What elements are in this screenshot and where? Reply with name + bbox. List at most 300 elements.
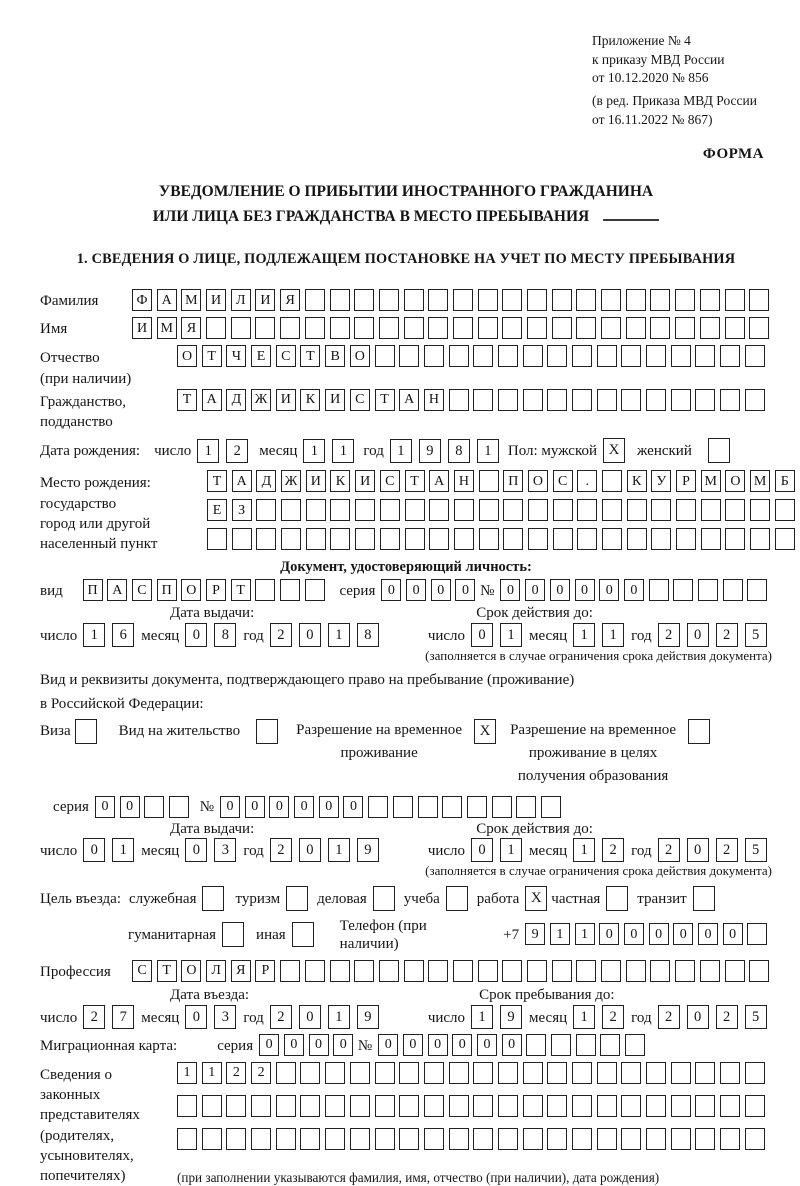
char-cell[interactable]: [671, 1128, 691, 1150]
char-cell[interactable]: 0: [599, 579, 619, 601]
char-cell[interactable]: [673, 579, 693, 601]
char-cell[interactable]: [547, 1128, 567, 1150]
char-cell[interactable]: 0: [624, 579, 644, 601]
char-cell[interactable]: Н: [424, 389, 444, 411]
char-cell[interactable]: [502, 289, 522, 311]
char-cell[interactable]: [479, 499, 499, 521]
char-cell[interactable]: [473, 1128, 493, 1150]
char-cell[interactable]: [597, 345, 617, 367]
char-cell[interactable]: [745, 345, 765, 367]
char-cell[interactable]: 9: [500, 1005, 522, 1029]
char-cell[interactable]: [720, 345, 740, 367]
char-cell[interactable]: [404, 289, 424, 311]
char-cell[interactable]: [745, 1128, 765, 1150]
char-cell[interactable]: 0: [452, 1034, 472, 1056]
char-cell[interactable]: 1: [477, 439, 499, 463]
char-cell[interactable]: С: [350, 389, 370, 411]
char-cell[interactable]: Т: [300, 345, 320, 367]
char-cell[interactable]: [276, 1062, 296, 1084]
char-cell[interactable]: [255, 317, 275, 339]
char-cell[interactable]: 1: [197, 439, 219, 463]
char-cell[interactable]: [627, 499, 647, 521]
char-cell[interactable]: 2: [83, 1005, 105, 1029]
purpose-study-checkbox[interactable]: [446, 886, 468, 911]
char-cell[interactable]: 0: [269, 796, 289, 818]
char-cell[interactable]: [226, 1095, 246, 1117]
char-cell[interactable]: 0: [624, 923, 644, 945]
char-cell[interactable]: 1: [112, 838, 134, 862]
char-cell[interactable]: К: [627, 470, 647, 492]
char-cell[interactable]: 9: [525, 923, 545, 945]
char-cell[interactable]: [576, 289, 596, 311]
char-cell[interactable]: [453, 317, 473, 339]
char-cell[interactable]: [675, 960, 695, 982]
char-cell[interactable]: [750, 499, 770, 521]
char-cell[interactable]: [380, 499, 400, 521]
char-cell[interactable]: [625, 1034, 645, 1056]
char-cell[interactable]: [602, 499, 622, 521]
char-cell[interactable]: [547, 1062, 567, 1084]
char-cell[interactable]: 9: [357, 1005, 379, 1029]
char-cell[interactable]: [498, 1062, 518, 1084]
char-cell[interactable]: Н: [454, 470, 474, 492]
char-cell[interactable]: 5: [745, 623, 767, 647]
char-cell[interactable]: [354, 289, 374, 311]
char-cell[interactable]: [676, 528, 696, 550]
char-cell[interactable]: [749, 289, 769, 311]
char-cell[interactable]: [725, 289, 745, 311]
char-cell[interactable]: [276, 1095, 296, 1117]
char-cell[interactable]: [547, 389, 567, 411]
char-cell[interactable]: М: [701, 470, 721, 492]
char-cell[interactable]: [405, 528, 425, 550]
char-cell[interactable]: [375, 345, 395, 367]
char-cell[interactable]: 8: [214, 623, 236, 647]
char-cell[interactable]: [498, 389, 518, 411]
char-cell[interactable]: 0: [343, 796, 363, 818]
char-cell[interactable]: [449, 345, 469, 367]
char-cell[interactable]: [306, 499, 326, 521]
char-cell[interactable]: [380, 528, 400, 550]
char-cell[interactable]: [601, 289, 621, 311]
char-cell[interactable]: [399, 1062, 419, 1084]
char-cell[interactable]: [231, 317, 251, 339]
char-cell[interactable]: [723, 579, 743, 601]
char-cell[interactable]: Т: [207, 470, 227, 492]
char-cell[interactable]: [375, 1128, 395, 1150]
char-cell[interactable]: 9: [419, 439, 441, 463]
char-cell[interactable]: [551, 1034, 571, 1056]
char-cell[interactable]: [478, 317, 498, 339]
char-cell[interactable]: 0: [687, 623, 709, 647]
purpose-private-checkbox[interactable]: [606, 886, 628, 911]
char-cell[interactable]: [576, 1034, 596, 1056]
char-cell[interactable]: [577, 499, 597, 521]
char-cell[interactable]: [350, 1062, 370, 1084]
char-cell[interactable]: Т: [405, 470, 425, 492]
char-cell[interactable]: [424, 1128, 444, 1150]
char-cell[interactable]: 1: [471, 1005, 493, 1029]
char-cell[interactable]: [650, 289, 670, 311]
char-cell[interactable]: [405, 499, 425, 521]
char-cell[interactable]: К: [330, 470, 350, 492]
char-cell[interactable]: [280, 579, 300, 601]
char-cell[interactable]: [428, 289, 448, 311]
char-cell[interactable]: 2: [716, 838, 738, 862]
char-cell[interactable]: [355, 528, 375, 550]
char-cell[interactable]: [502, 960, 522, 982]
char-cell[interactable]: [330, 499, 350, 521]
char-cell[interactable]: С: [553, 470, 573, 492]
char-cell[interactable]: С: [380, 470, 400, 492]
char-cell[interactable]: [600, 1034, 620, 1056]
char-cell[interactable]: [747, 579, 767, 601]
char-cell[interactable]: И: [355, 470, 375, 492]
char-cell[interactable]: [375, 1062, 395, 1084]
char-cell[interactable]: Б: [775, 470, 795, 492]
char-cell[interactable]: [502, 317, 522, 339]
char-cell[interactable]: 0: [299, 623, 321, 647]
char-cell[interactable]: [576, 317, 596, 339]
char-cell[interactable]: [399, 1128, 419, 1150]
char-cell[interactable]: 0: [259, 1034, 279, 1056]
char-cell[interactable]: [523, 389, 543, 411]
char-cell[interactable]: [399, 345, 419, 367]
char-cell[interactable]: [202, 1128, 222, 1150]
char-cell[interactable]: 2: [658, 623, 680, 647]
char-cell[interactable]: 0: [294, 796, 314, 818]
char-cell[interactable]: .: [577, 470, 597, 492]
char-cell[interactable]: П: [157, 579, 177, 601]
char-cell[interactable]: Ж: [281, 470, 301, 492]
char-cell[interactable]: [449, 389, 469, 411]
char-cell[interactable]: [330, 317, 350, 339]
char-cell[interactable]: 0: [431, 579, 451, 601]
char-cell[interactable]: 0: [333, 1034, 353, 1056]
char-cell[interactable]: П: [83, 579, 103, 601]
temp-residence-checkbox[interactable]: X: [474, 719, 496, 744]
char-cell[interactable]: Я: [280, 289, 300, 311]
char-cell[interactable]: [350, 1095, 370, 1117]
char-cell[interactable]: С: [132, 960, 152, 982]
char-cell[interactable]: [541, 796, 561, 818]
char-cell[interactable]: [399, 1095, 419, 1117]
char-cell[interactable]: 0: [319, 796, 339, 818]
char-cell[interactable]: [671, 1095, 691, 1117]
char-cell[interactable]: [306, 528, 326, 550]
char-cell[interactable]: 1: [573, 1005, 595, 1029]
char-cell[interactable]: [492, 796, 512, 818]
char-cell[interactable]: О: [528, 470, 548, 492]
char-cell[interactable]: [305, 579, 325, 601]
char-cell[interactable]: 0: [502, 1034, 522, 1056]
char-cell[interactable]: [454, 499, 474, 521]
char-cell[interactable]: [650, 960, 670, 982]
char-cell[interactable]: [251, 1095, 271, 1117]
char-cell[interactable]: [651, 499, 671, 521]
char-cell[interactable]: Ф: [132, 289, 152, 311]
char-cell[interactable]: [749, 317, 769, 339]
char-cell[interactable]: О: [181, 960, 201, 982]
char-cell[interactable]: [479, 528, 499, 550]
char-cell[interactable]: Я: [231, 960, 251, 982]
char-cell[interactable]: [700, 289, 720, 311]
char-cell[interactable]: [368, 796, 388, 818]
char-cell[interactable]: [597, 1128, 617, 1150]
char-cell[interactable]: 0: [698, 923, 718, 945]
char-cell[interactable]: [621, 1128, 641, 1150]
char-cell[interactable]: [424, 1062, 444, 1084]
char-cell[interactable]: [280, 960, 300, 982]
char-cell[interactable]: Р: [676, 470, 696, 492]
char-cell[interactable]: 2: [716, 1005, 738, 1029]
char-cell[interactable]: [449, 1128, 469, 1150]
visa-checkbox[interactable]: [75, 719, 97, 744]
char-cell[interactable]: 2: [658, 838, 680, 862]
char-cell[interactable]: 1: [390, 439, 412, 463]
char-cell[interactable]: [478, 289, 498, 311]
char-cell[interactable]: [256, 499, 276, 521]
purpose-tourism-checkbox[interactable]: [286, 886, 308, 911]
char-cell[interactable]: [547, 345, 567, 367]
char-cell[interactable]: [379, 289, 399, 311]
char-cell[interactable]: А: [202, 389, 222, 411]
char-cell[interactable]: [671, 389, 691, 411]
purpose-humanitarian-checkbox[interactable]: [222, 922, 244, 947]
char-cell[interactable]: М: [157, 317, 177, 339]
char-cell[interactable]: С: [276, 345, 296, 367]
char-cell[interactable]: 0: [185, 623, 207, 647]
char-cell[interactable]: 1: [332, 439, 354, 463]
char-cell[interactable]: [526, 1034, 546, 1056]
char-cell[interactable]: [695, 1128, 715, 1150]
char-cell[interactable]: [553, 499, 573, 521]
char-cell[interactable]: А: [107, 579, 127, 601]
char-cell[interactable]: [330, 960, 350, 982]
char-cell[interactable]: 6: [112, 623, 134, 647]
char-cell[interactable]: [523, 345, 543, 367]
char-cell[interactable]: [700, 317, 720, 339]
char-cell[interactable]: 2: [270, 838, 292, 862]
char-cell[interactable]: [676, 499, 696, 521]
char-cell[interactable]: [572, 1095, 592, 1117]
char-cell[interactable]: 2: [251, 1062, 271, 1084]
char-cell[interactable]: [528, 528, 548, 550]
char-cell[interactable]: [553, 528, 573, 550]
char-cell[interactable]: Л: [206, 960, 226, 982]
char-cell[interactable]: [572, 1128, 592, 1150]
char-cell[interactable]: [325, 1128, 345, 1150]
char-cell[interactable]: О: [177, 345, 197, 367]
char-cell[interactable]: [720, 1128, 740, 1150]
char-cell[interactable]: [621, 389, 641, 411]
char-cell[interactable]: [473, 345, 493, 367]
char-cell[interactable]: 0: [500, 579, 520, 601]
char-cell[interactable]: Д: [256, 470, 276, 492]
char-cell[interactable]: [775, 499, 795, 521]
char-cell[interactable]: [528, 499, 548, 521]
char-cell[interactable]: [354, 960, 374, 982]
char-cell[interactable]: 1: [303, 439, 325, 463]
char-cell[interactable]: Т: [177, 389, 197, 411]
char-cell[interactable]: [700, 960, 720, 982]
char-cell[interactable]: 3: [214, 1005, 236, 1029]
char-cell[interactable]: А: [399, 389, 419, 411]
char-cell[interactable]: [601, 960, 621, 982]
char-cell[interactable]: 0: [309, 1034, 329, 1056]
char-cell[interactable]: [646, 1095, 666, 1117]
char-cell[interactable]: [597, 1062, 617, 1084]
char-cell[interactable]: [144, 796, 164, 818]
char-cell[interactable]: [375, 1095, 395, 1117]
char-cell[interactable]: [527, 317, 547, 339]
char-cell[interactable]: [725, 499, 745, 521]
char-cell[interactable]: [626, 960, 646, 982]
char-cell[interactable]: 0: [525, 579, 545, 601]
char-cell[interactable]: [453, 289, 473, 311]
char-cell[interactable]: И: [306, 470, 326, 492]
char-cell[interactable]: [695, 1062, 715, 1084]
purpose-work-checkbox[interactable]: X: [525, 886, 547, 911]
char-cell[interactable]: [747, 923, 767, 945]
char-cell[interactable]: [627, 528, 647, 550]
char-cell[interactable]: [232, 528, 252, 550]
char-cell[interactable]: 0: [299, 838, 321, 862]
residence-permit-checkbox[interactable]: [256, 719, 278, 744]
char-cell[interactable]: 1: [328, 623, 350, 647]
char-cell[interactable]: [354, 317, 374, 339]
char-cell[interactable]: [720, 389, 740, 411]
char-cell[interactable]: [424, 1095, 444, 1117]
char-cell[interactable]: Ж: [251, 389, 271, 411]
char-cell[interactable]: 1: [177, 1062, 197, 1084]
char-cell[interactable]: [330, 289, 350, 311]
char-cell[interactable]: М: [181, 289, 201, 311]
char-cell[interactable]: И: [206, 289, 226, 311]
char-cell[interactable]: [547, 1095, 567, 1117]
char-cell[interactable]: 1: [575, 923, 595, 945]
char-cell[interactable]: Я: [181, 317, 201, 339]
char-cell[interactable]: 2: [270, 1005, 292, 1029]
char-cell[interactable]: [479, 470, 499, 492]
char-cell[interactable]: [750, 528, 770, 550]
char-cell[interactable]: 0: [381, 579, 401, 601]
char-cell[interactable]: [280, 317, 300, 339]
char-cell[interactable]: [720, 1062, 740, 1084]
char-cell[interactable]: 0: [95, 796, 115, 818]
char-cell[interactable]: У: [651, 470, 671, 492]
char-cell[interactable]: [597, 389, 617, 411]
char-cell[interactable]: [745, 389, 765, 411]
char-cell[interactable]: 1: [573, 838, 595, 862]
char-cell[interactable]: [202, 1095, 222, 1117]
purpose-business-checkbox[interactable]: [373, 886, 395, 911]
char-cell[interactable]: Д: [226, 389, 246, 411]
char-cell[interactable]: [207, 528, 227, 550]
char-cell[interactable]: [276, 1128, 296, 1150]
char-cell[interactable]: [649, 579, 669, 601]
char-cell[interactable]: 0: [649, 923, 669, 945]
char-cell[interactable]: 0: [687, 838, 709, 862]
char-cell[interactable]: [498, 1095, 518, 1117]
purpose-official-checkbox[interactable]: [202, 886, 224, 911]
char-cell[interactable]: [695, 389, 715, 411]
char-cell[interactable]: 0: [599, 923, 619, 945]
char-cell[interactable]: А: [232, 470, 252, 492]
char-cell[interactable]: [305, 289, 325, 311]
char-cell[interactable]: 1: [83, 623, 105, 647]
char-cell[interactable]: [379, 960, 399, 982]
char-cell[interactable]: [449, 1062, 469, 1084]
char-cell[interactable]: [523, 1128, 543, 1150]
char-cell[interactable]: 0: [455, 579, 475, 601]
char-cell[interactable]: 3: [214, 838, 236, 862]
char-cell[interactable]: [418, 796, 438, 818]
char-cell[interactable]: [602, 470, 622, 492]
char-cell[interactable]: 0: [428, 1034, 448, 1056]
char-cell[interactable]: О: [181, 579, 201, 601]
char-cell[interactable]: [576, 960, 596, 982]
char-cell[interactable]: А: [157, 289, 177, 311]
char-cell[interactable]: [473, 1095, 493, 1117]
char-cell[interactable]: М: [750, 470, 770, 492]
char-cell[interactable]: 5: [745, 838, 767, 862]
char-cell[interactable]: [720, 1095, 740, 1117]
purpose-other-checkbox[interactable]: [292, 922, 314, 947]
char-cell[interactable]: Р: [255, 960, 275, 982]
char-cell[interactable]: [597, 1095, 617, 1117]
char-cell[interactable]: [523, 1062, 543, 1084]
char-cell[interactable]: [725, 960, 745, 982]
char-cell[interactable]: [626, 317, 646, 339]
char-cell[interactable]: Р: [206, 579, 226, 601]
char-cell[interactable]: 0: [299, 1005, 321, 1029]
char-cell[interactable]: 2: [658, 1005, 680, 1029]
char-cell[interactable]: 8: [448, 439, 470, 463]
char-cell[interactable]: [325, 1062, 345, 1084]
char-cell[interactable]: [516, 796, 536, 818]
sex-female-checkbox[interactable]: [708, 438, 730, 463]
char-cell[interactable]: [281, 528, 301, 550]
char-cell[interactable]: 0: [83, 838, 105, 862]
char-cell[interactable]: 0: [378, 1034, 398, 1056]
char-cell[interactable]: [442, 796, 462, 818]
char-cell[interactable]: [695, 345, 715, 367]
char-cell[interactable]: [379, 317, 399, 339]
char-cell[interactable]: [473, 1062, 493, 1084]
char-cell[interactable]: [695, 1095, 715, 1117]
char-cell[interactable]: [552, 317, 572, 339]
char-cell[interactable]: [453, 960, 473, 982]
char-cell[interactable]: [601, 317, 621, 339]
char-cell[interactable]: [255, 579, 275, 601]
char-cell[interactable]: 0: [120, 796, 140, 818]
char-cell[interactable]: [449, 1095, 469, 1117]
char-cell[interactable]: [251, 1128, 271, 1150]
char-cell[interactable]: [749, 960, 769, 982]
char-cell[interactable]: [745, 1095, 765, 1117]
char-cell[interactable]: [498, 1128, 518, 1150]
char-cell[interactable]: С: [132, 579, 152, 601]
char-cell[interactable]: К: [300, 389, 320, 411]
char-cell[interactable]: О: [725, 470, 745, 492]
char-cell[interactable]: 0: [284, 1034, 304, 1056]
char-cell[interactable]: И: [132, 317, 152, 339]
char-cell[interactable]: [467, 796, 487, 818]
char-cell[interactable]: И: [276, 389, 296, 411]
char-cell[interactable]: Т: [375, 389, 395, 411]
char-cell[interactable]: 0: [220, 796, 240, 818]
